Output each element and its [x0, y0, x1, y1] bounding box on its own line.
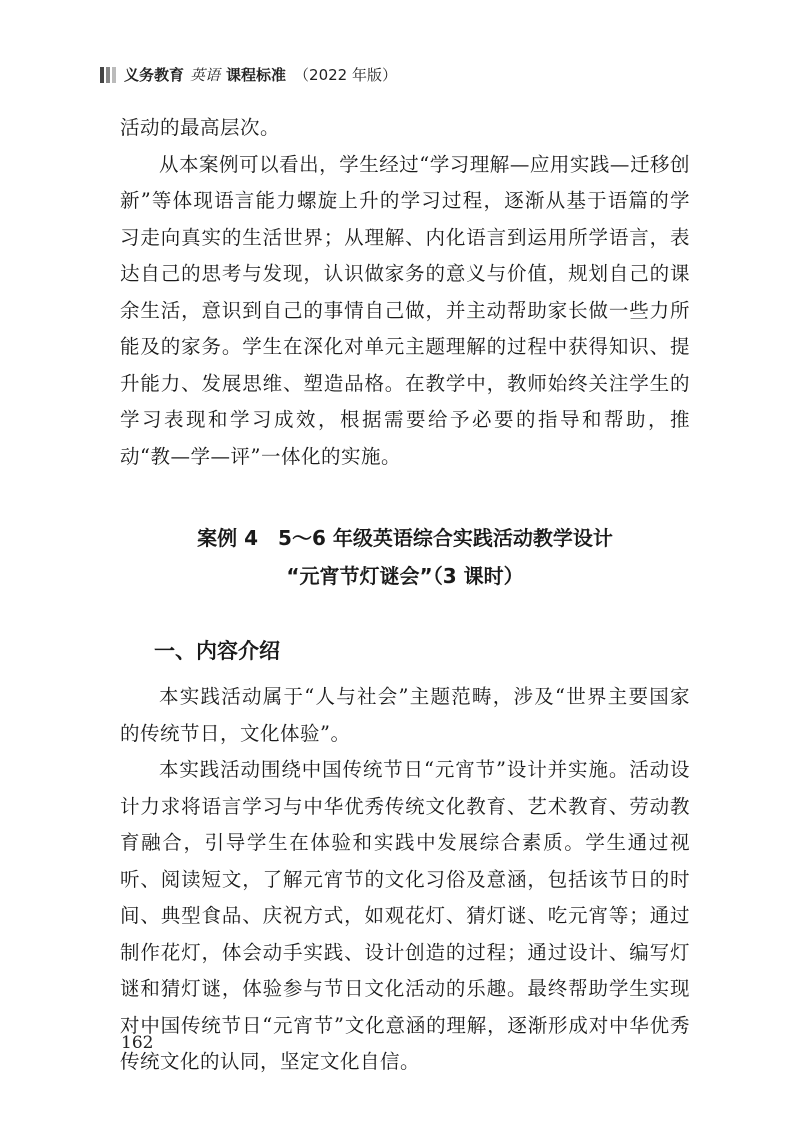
header-title-c: 课程标准 [226, 66, 287, 84]
header-title-a: 义务教育 [124, 66, 185, 84]
paragraph-continued: 活动的最高层次。 [120, 116, 281, 139]
header-bars-icon [100, 67, 116, 83]
paragraph-scope: 本实践活动属于“人与社会”主题范畴，涉及“世界主要国家的传统节日，文化体验”。 [120, 685, 690, 745]
header-edition: （2022 年版） [294, 66, 397, 84]
paragraph-summary: 从本案例可以看出，学生经过“学习理解—应用实践—迁移创新”等体现语言能力螺旋上升的学习过程，逐渐从基于语篇的学习走向真实的生活世界；从理解、内化语言到运用所学语言，表达自己的思考与发现，认识做家务的意义与价值，规划自己的课余生活，意识到自己的事情自己做，并主动帮助家长做一些力所能及的家务。学生在深化对单元主题理解的过程中获得知识、提升能力、发展思维、塑造品格。在教学中，教师始终关注学生的学习表现和学习成效，根据需要给予必要的指导和帮助，推动“教—学—评”一体化的实施。 [120, 152, 690, 468]
paragraph-description: 本实践活动围绕中国传统节日“元宵节”设计并实施。活动设计力求将语言学习与中华优秀传统文化教育、艺术教育、劳动教育融合，引导学生在体验和实践中发展综合素质。学生通过视听、阅读短文，了解元宵节的文化习俗及意涵，包括该节日的时间、典型食品、庆祝方式，如观花灯、猜灯谜、吃元宵等；通过制作花灯，体会动手实践、设计创造的过程；通过设计、编写灯谜和猜灯谜，体验参与节日文化活动的乐趣。最终帮助学生实现对中国传统节日“元宵节”文化意涵的理解，逐渐形成对中华优秀传统文化的认同，坚定文化自信。 [120, 758, 690, 1073]
header-title-b: 英语 [190, 66, 221, 84]
page-number: 162 [121, 1033, 154, 1053]
case-title-line1: 案例 4 5～6 年级英语综合实践活动教学设计 [197, 526, 613, 550]
running-header [100, 64, 397, 85]
page-content [120, 110, 690, 1081]
section-heading: 一、内容介绍 [154, 639, 280, 663]
case-title-line2: “元宵节灯谜会”（3 课时） [286, 564, 524, 588]
